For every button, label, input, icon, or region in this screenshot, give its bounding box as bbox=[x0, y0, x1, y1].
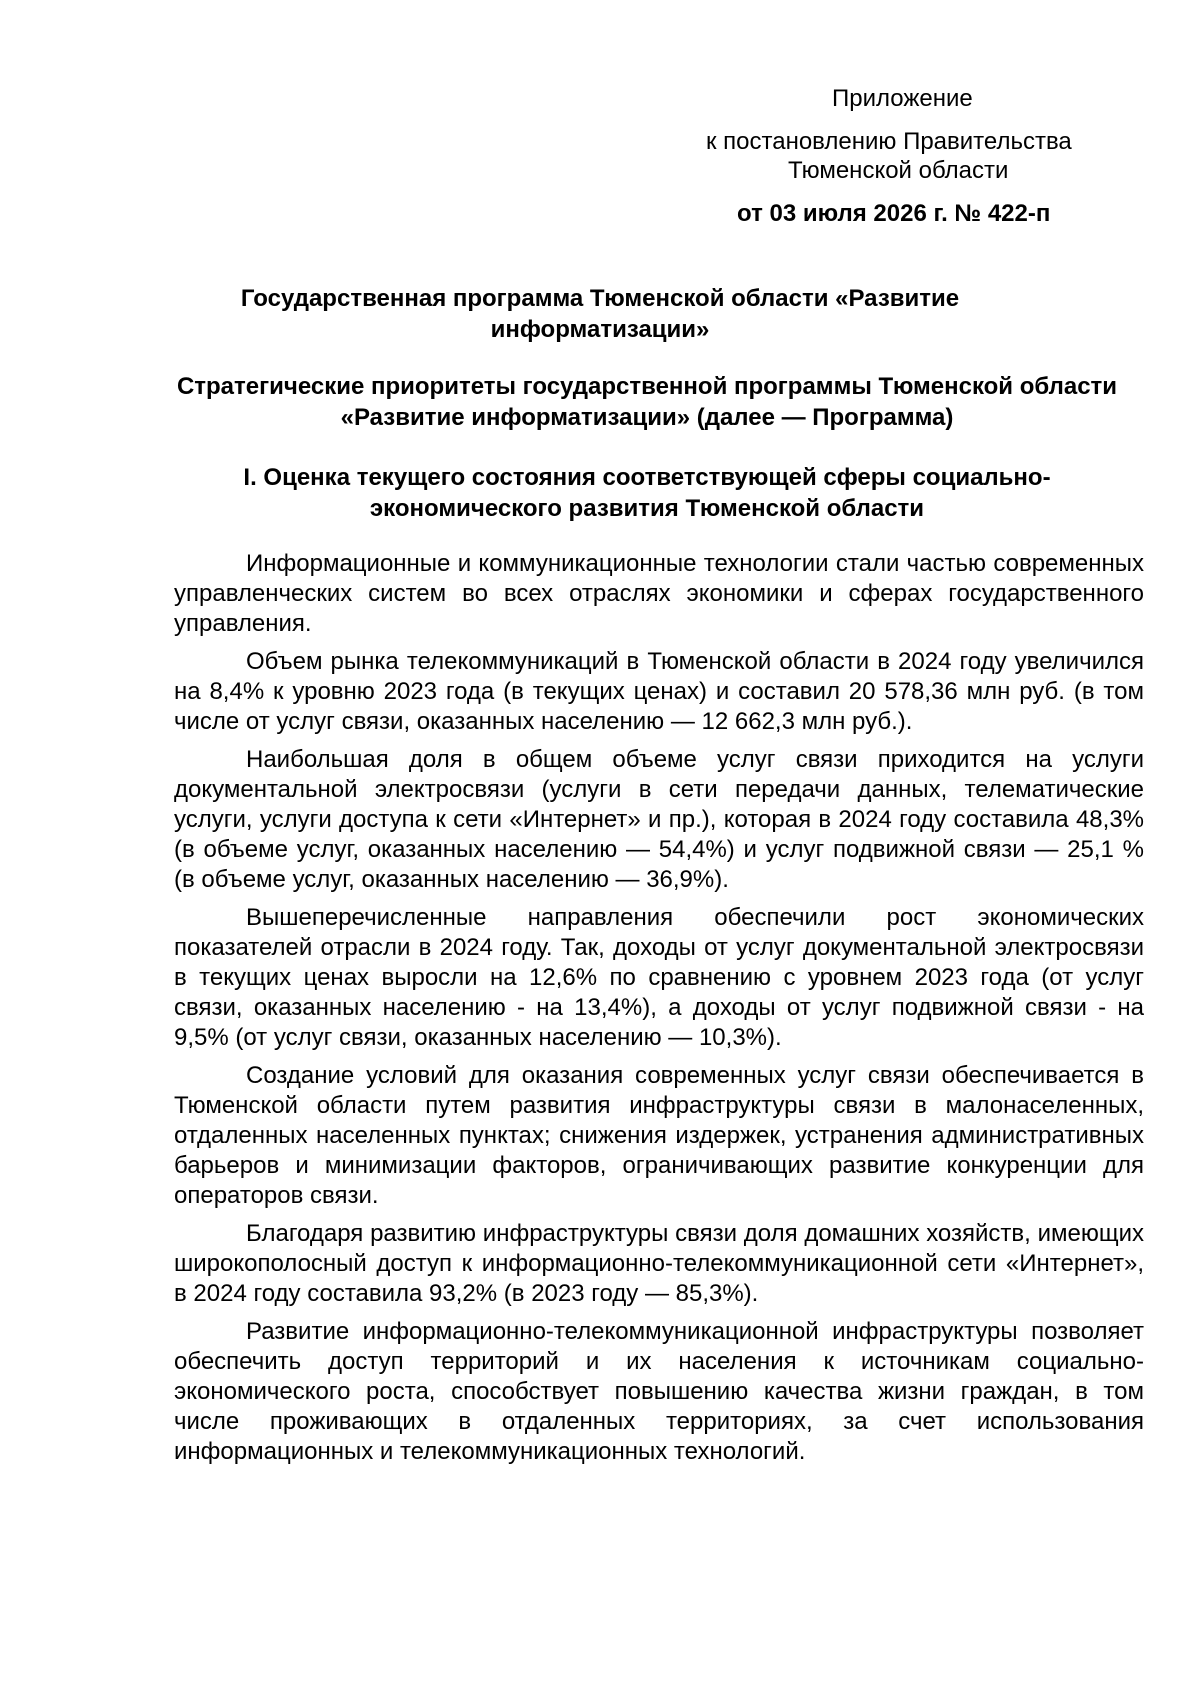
paragraph: Объем рынка телекоммуникаций в Тюменской области в 2024 году увеличился на 8,4% к уровню 2023 года (в текущих ценах) и составил 20 578,36 млн руб. (в том числе от услуг связи, оказанных населению — 12 662,3 млн руб.). bbox=[174, 648, 1144, 735]
section-heading: I. Оценка текущего состояния соответствующей сферы социально-экономического развития Тюменской области bbox=[243, 464, 1051, 522]
paragraph: Вышеперечисленные направления обеспечили рост экономических показателей отрасли в 2024 году. Так, доходы от услуг документальной электросвязи в текущих ценах выросли на 12,6% по сравнению с уровнем 2023 года (от услуг связи, оказанных населению - на 13,4%), а доходы от услуг подвижной связи - на 9,5% (от услуг связи, оказанных населению — 10,3%). bbox=[174, 904, 1144, 1051]
appendix-title: Приложение bbox=[832, 85, 973, 112]
program-title: Государственная программа Тюменской области «Развитие информатизации» bbox=[240, 285, 960, 343]
appendix-date: от 03 июля 2026 г. № 422-п bbox=[737, 200, 1051, 227]
paragraph: Благодаря развитию инфраструктуры связи доля домашних хозяйств, имеющих широкополосный доступ к информационно-телекоммуникационной сети «Интернет», в 2024 году составила 93,2% (в 2023 году — 85,3%). bbox=[174, 1220, 1144, 1307]
paragraph: Создание условий для оказания современных услуг связи обеспечивается в Тюменской области путем развития инфраструктуры связи в малонаселенных, отдаленных населенных пунктах; снижения издержек, устранения административных барьеров и минимизации факторов, ограничивающих развитие конкуренции для операторов связи. bbox=[174, 1062, 1144, 1209]
paragraph: Наибольшая доля в общем объеме услуг связи приходится на услуги документальной электросвязи (услуги в сети передачи данных, телематические услуги, услуги доступа к сети «Интернет» и пр.), которая в 2024 году составила 48,3% (в объеме услуг, оказанных населению — 54,4%) и услуг подвижной связи — 25,1 % (в объеме услуг, оказанных населению — 36,9%). bbox=[174, 746, 1144, 893]
paragraph: Развитие информационно-телекоммуникационной инфраструктуры позволяет обеспечить доступ территорий и их населения к источникам социально-экономического роста, способствует повышению качества жизни граждан, в том числе проживающих в отдаленных территориях, за счет использования информационных и телекоммуникационных технологий. bbox=[174, 1318, 1144, 1465]
appendix-region-line: Тюменской области bbox=[788, 157, 1009, 184]
appendix-resolution-line: к постановлению Правительства bbox=[706, 128, 1072, 155]
strategic-priorities-title: Стратегические приоритеты государственной программы Тюменской области «Развитие информатизации» (далее — Программа) bbox=[176, 373, 1118, 431]
document-body bbox=[174, 549, 1144, 1475]
paragraph: Информационные и коммуникационные технологии стали частью современных управленческих систем во всех отраслях экономики и сферах государственного управления. bbox=[174, 550, 1144, 637]
